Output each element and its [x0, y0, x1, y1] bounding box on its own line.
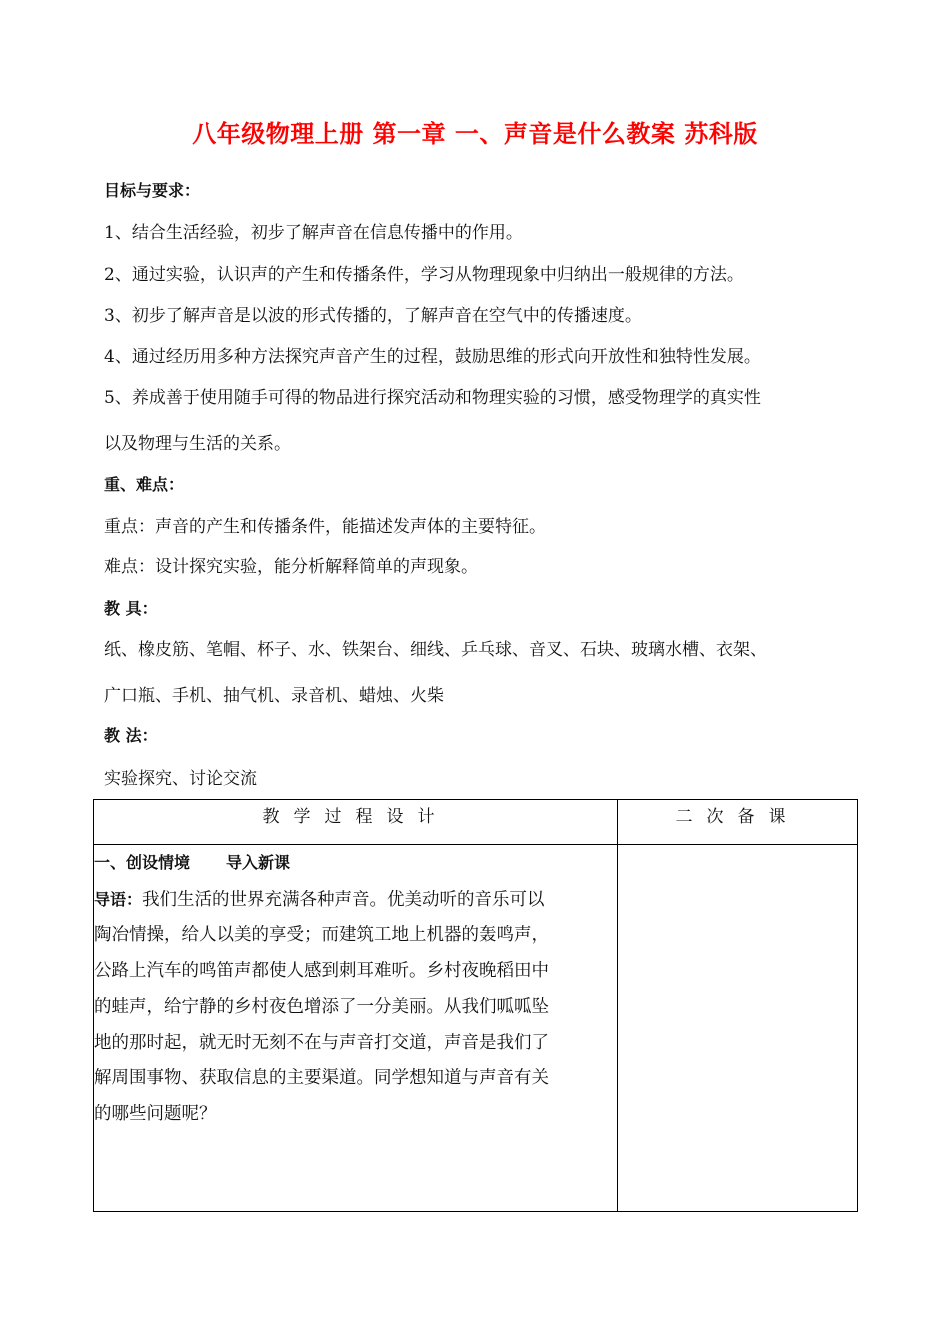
goal-item-2: 2、通过实验，认识声的产生和传播条件，学习从物理现象中归纳出一般规律的方法。: [104, 265, 744, 285]
lead-line: 解周围事物、获取信息的主要渠道。同学想知道与声音有关: [94, 1068, 549, 1089]
section-title-part-1: 一、创设情境: [94, 853, 191, 872]
difficult-point-text: 难点：设计探究实验，能分析解释简单的声现象。: [104, 557, 478, 577]
second-preparation-cell: [618, 845, 858, 1212]
section-title: [94, 845, 617, 882]
lead-line: 公路上汽车的鸣笛声都使人感到刺耳难听。乡村夜晚稻田中: [94, 961, 549, 982]
goals-heading: 目标与要求：: [104, 181, 201, 200]
key-point-text: 重点：声音的产生和传播条件，能描述发声体的主要特征。: [104, 517, 546, 537]
goal-item-4: 4、通过经历用多种方法探究声音产生的过程，鼓励思维的形式向开放性和独特性发展。: [104, 347, 761, 367]
lead-line: 我们生活的世界充满各种声音。优美动听的音乐可以: [142, 889, 545, 910]
lead-label: 导语：: [94, 889, 143, 909]
tools-list-line-1: 纸、橡皮筋、笔帽、杯子、水、铁架台、细线、乒乓球、音叉、石块、玻璃水槽、衣架、: [104, 640, 767, 660]
tools-list-line-2: 广口瓶、手机、抽气机、录音机、蜡烛、火柴: [104, 686, 444, 706]
section-title-part-2: 导入新课: [226, 853, 291, 872]
process-design-header: 教学过程设计: [94, 800, 618, 845]
goal-item-1: 1、结合生活经验，初步了解声音在信息传播中的作用。: [104, 223, 523, 243]
lead-line: 地的那时起，就无时无刻不在与声音打交道，声音是我们了: [94, 1032, 549, 1053]
tools-heading: 教 具：: [104, 599, 158, 618]
goal-item-5: 5、养成善于使用随手可得的物品进行探究活动和物理实验的习惯，感受物理学的真实性: [104, 388, 761, 408]
key-points-heading: 重、难点：: [104, 475, 185, 494]
lead-line: 的哪些问题呢？: [94, 1103, 217, 1124]
document-title: 八年级物理上册 第一章 一、声音是什么教案 苏科版: [192, 120, 758, 148]
methods-text: 实验探究、讨论交流: [104, 769, 257, 789]
methods-heading: 教 法：: [104, 726, 158, 745]
goal-item-3: 3、初步了解声音是以波的形式传播的，了解声音在空气中的传播速度。: [104, 306, 642, 326]
second-preparation-header: 二次备课: [618, 800, 858, 845]
lead-paragraph: [94, 882, 617, 919]
lead-line: 陶冶情操，给人以美的享受；而建筑工地上机器的轰鸣声，: [94, 925, 549, 946]
goal-item-5-continued: 以及物理与生活的关系。: [104, 434, 291, 454]
teaching-process-table: [93, 799, 858, 1212]
lead-line: 的蛙声，给宁静的乡村夜色增添了一分美丽。从我们呱呱坠: [94, 996, 549, 1017]
process-content-cell: [94, 845, 618, 1212]
